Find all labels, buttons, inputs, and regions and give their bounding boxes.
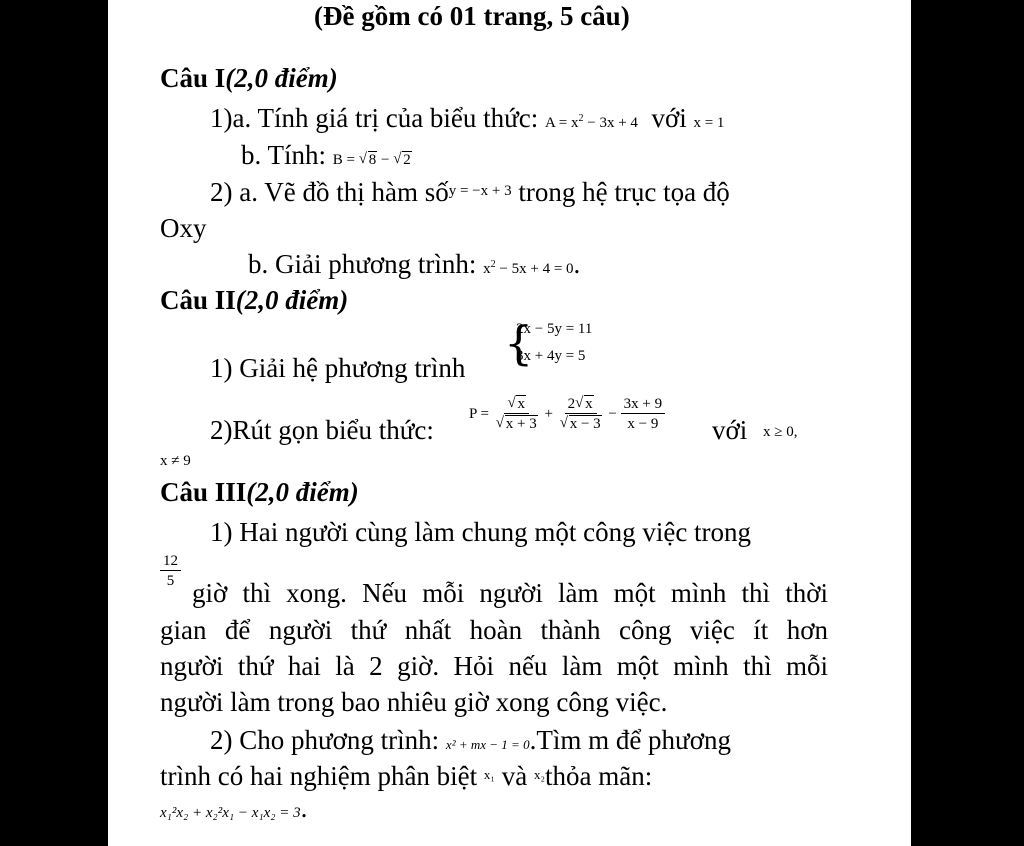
expression-P: P = √ x √ x + 3 + 2√ x √ x − 3 − $\frac{3x + 9}{x - 9}$: [469, 392, 665, 436]
question-1-title: Câu I: [160, 63, 226, 93]
root-x1: x₁: [483, 767, 495, 782]
question-2-title: Câu II: [160, 285, 236, 315]
system-eq-2: 3x + 4y = 5: [516, 348, 586, 364]
exam-header: (Đề gồm có 01 trang, 5 câu): [314, 1, 630, 31]
question-3-points: (2,0 điểm): [246, 477, 359, 507]
q2a-text-b: trong hệ trục tọa độ: [518, 177, 730, 207]
system-brace: {: [504, 316, 534, 370]
question-3-1-line-4: người thứ hai là 2 giờ. Hỏi nếu làm một mình thì mỗi: [160, 651, 828, 681]
q2b-expression: $x^2 - 5x + 4 = 0$: [483, 259, 574, 277]
q3-2-equation: x² + mx − 1 = 0: [445, 737, 530, 752]
question-1-2b: b. Giải phương trình: $x^2 - 5x + 4 = 0$.: [248, 249, 581, 279]
question-3-1-line-1: 1) Hai người cùng làm chung một công việc trong: [210, 517, 752, 547]
fraction-12-5: $\frac{12}{5}$: [160, 552, 181, 591]
question-1-heading: [160, 62, 338, 94]
question-1-1b: [241, 139, 412, 176]
question-2-2-cond-1: x ≥ 0,: [763, 424, 798, 440]
question-1-1a: [210, 102, 724, 139]
question-3-1-line-5: người làm trong bao nhiêu giờ xong công việc.: [160, 687, 668, 717]
q2b-text: b. Giải phương trình:: [248, 249, 477, 279]
question-2-1: 1) Giải hệ phương trình: [210, 353, 466, 383]
root-x2: x₂: [533, 767, 545, 782]
q2a-text-a: 2) a. Vẽ đồ thị hàm số: [210, 177, 449, 207]
question-3-2-line-1: 2) Cho phương trình: x² + mx − 1 = 0.Tìm m để phương: [210, 725, 731, 755]
exam-page: [108, 0, 911, 846]
question-3-1-line-3: gian để người thứ nhất hoàn thành công việc ít hơn: [160, 615, 828, 645]
q1a-text: 1)a. Tính giá trị của biểu thức:: [210, 103, 539, 133]
q1a-condition: x = 1: [693, 115, 725, 131]
q1b-expression: B = √ 8 − √ 2: [333, 152, 412, 168]
question-2-points: (2,0 điểm): [235, 285, 349, 315]
question-3-title: Câu III: [160, 477, 247, 507]
question-1-2a: [210, 176, 730, 213]
q1b-text: b. Tính:: [241, 140, 327, 170]
system-eq-1: 2x − 5y = 11: [516, 321, 593, 337]
question-3-1-line-2: giờ thì xong. Nếu mỗi người làm một mình thì thời: [192, 578, 828, 608]
question-3-2-condition: x₁²x₂ + x₂²x₁ − x₁x₂ = 3.: [160, 793, 308, 823]
q2a-expression: y = −x + 3: [448, 183, 512, 199]
question-3-2-line-2: trình có hai nghiệm phân biệt $^{x_1}$ và $^{x_2}$thỏa mãn:: [160, 761, 653, 791]
question-2-2-text: 2)Rút gọn biểu thức:: [210, 415, 434, 445]
question-2-heading: [160, 284, 348, 316]
question-1-points: (2,0 điểm): [225, 63, 338, 93]
question-3-heading: [160, 476, 359, 508]
q1a-expression: $A = x^2 - 3x + 4$: [545, 113, 638, 131]
question-2-2-cond-2: x ≠ 9: [160, 453, 191, 469]
q2a-oxy: Oxy: [160, 213, 207, 243]
q1a-with: với: [651, 103, 687, 133]
question-2-2-with: với: [712, 415, 748, 445]
